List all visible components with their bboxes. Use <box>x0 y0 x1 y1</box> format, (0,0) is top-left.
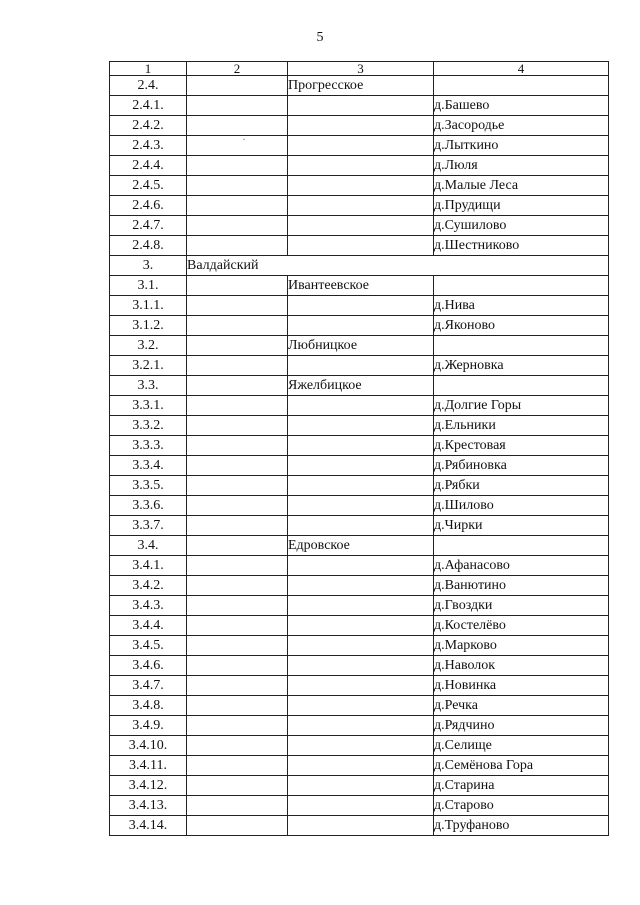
table-row <box>110 556 609 576</box>
village-cell: д.Костелёво <box>434 616 609 636</box>
village-cell: д.Ванютино <box>434 576 609 596</box>
settlement-cell <box>288 696 434 716</box>
settlements-table <box>109 61 609 836</box>
village-cell: д.Селище <box>434 736 609 756</box>
village-cell: д.Сушилово <box>434 216 609 236</box>
row-number: 2.4.4. <box>110 156 187 176</box>
row-number: 2.4.5. <box>110 176 187 196</box>
village-cell: д.Малые Леса <box>434 176 609 196</box>
settlement-cell <box>288 636 434 656</box>
village-cell <box>434 76 609 96</box>
district-cell <box>187 656 288 676</box>
row-number: 3.4.3. <box>110 596 187 616</box>
settlement-cell <box>288 496 434 516</box>
district-cell <box>187 816 288 836</box>
village-cell: д.Башево <box>434 96 609 116</box>
district-cell <box>187 176 288 196</box>
district-cell <box>187 96 288 116</box>
village-cell: д.Рябиновка <box>434 456 609 476</box>
table-row <box>110 156 609 176</box>
village-cell: д.Рябки <box>434 476 609 496</box>
village-cell: д.Наволок <box>434 656 609 676</box>
village-cell: д.Яконово <box>434 316 609 336</box>
district-cell <box>187 716 288 736</box>
settlement-cell <box>288 396 434 416</box>
district-cell <box>187 276 288 296</box>
settlement-cell: Ивантеевское <box>288 276 434 296</box>
settlement-cell <box>288 296 434 316</box>
row-number: 3.4.8. <box>110 696 187 716</box>
row-number: 3.2. <box>110 336 187 356</box>
settlement-cell <box>288 736 434 756</box>
table-row <box>110 536 609 556</box>
settlement-cell <box>288 716 434 736</box>
village-cell: д.Рядчино <box>434 716 609 736</box>
settlement-cell <box>288 456 434 476</box>
village-cell: д.Люля <box>434 156 609 176</box>
column-header-3: 3 <box>288 62 434 76</box>
village-cell: д.Долгие Горы <box>434 396 609 416</box>
district-cell <box>187 156 288 176</box>
village-cell <box>434 376 609 396</box>
row-number: 3.3.7. <box>110 516 187 536</box>
village-cell: д.Семёнова Гора <box>434 756 609 776</box>
row-number: 3.3.2. <box>110 416 187 436</box>
district-cell <box>187 336 288 356</box>
village-cell: д.Афанасово <box>434 556 609 576</box>
table-row <box>110 96 609 116</box>
settlement-cell <box>288 676 434 696</box>
table-row <box>110 436 609 456</box>
settlement-cell <box>288 616 434 636</box>
district-cell <box>187 136 288 156</box>
table-row <box>110 596 609 616</box>
table-row <box>110 636 609 656</box>
table-row <box>110 796 609 816</box>
row-number: 3.2.1. <box>110 356 187 376</box>
village-cell: д.Жерновка <box>434 356 609 376</box>
district-cell <box>187 676 288 696</box>
district-name: Валдайский <box>187 256 609 276</box>
table-row <box>110 656 609 676</box>
district-cell <box>187 436 288 456</box>
settlement-cell <box>288 316 434 336</box>
settlement-cell <box>288 156 434 176</box>
village-cell: д.Гвоздки <box>434 596 609 616</box>
table-row <box>110 676 609 696</box>
settlement-cell <box>288 196 434 216</box>
settlement-cell: Любницкое <box>288 336 434 356</box>
table-row <box>110 196 609 216</box>
row-number: 3.4.14. <box>110 816 187 836</box>
table-row <box>110 396 609 416</box>
row-number: 3.4.10. <box>110 736 187 756</box>
table-row <box>110 416 609 436</box>
settlement-cell <box>288 236 434 256</box>
village-cell: д.Марково <box>434 636 609 656</box>
table-row <box>110 136 609 156</box>
row-number: 3.3.3. <box>110 436 187 456</box>
district-cell <box>187 556 288 576</box>
row-number: 3.3.4. <box>110 456 187 476</box>
district-cell <box>187 476 288 496</box>
table-row <box>110 236 609 256</box>
table-row <box>110 576 609 596</box>
district-cell <box>187 236 288 256</box>
district-cell <box>187 76 288 96</box>
settlement-cell <box>288 776 434 796</box>
settlement-cell <box>288 796 434 816</box>
district-cell <box>187 456 288 476</box>
table-header-row <box>110 62 609 76</box>
district-cell <box>187 196 288 216</box>
district-cell <box>187 376 288 396</box>
district-cell <box>187 416 288 436</box>
row-number: 2.4.2. <box>110 116 187 136</box>
village-cell: д.Старово <box>434 796 609 816</box>
village-cell: д.Новинка <box>434 676 609 696</box>
row-number: 2.4. <box>110 76 187 96</box>
settlement-cell <box>288 556 434 576</box>
district-cell <box>187 296 288 316</box>
settlement-cell <box>288 816 434 836</box>
settlement-cell <box>288 436 434 456</box>
village-cell: д.Засородье <box>434 116 609 136</box>
table-row <box>110 356 609 376</box>
table-row <box>110 276 609 296</box>
district-cell <box>187 596 288 616</box>
district-cell <box>187 496 288 516</box>
district-cell <box>187 756 288 776</box>
row-number: 3.3.6. <box>110 496 187 516</box>
settlement-cell <box>288 756 434 776</box>
village-cell: д.Прудищи <box>434 196 609 216</box>
village-cell: д.Труфаново <box>434 816 609 836</box>
village-cell: д.Старина <box>434 776 609 796</box>
village-cell: д.Шестниково <box>434 236 609 256</box>
village-cell: д.Ельники <box>434 416 609 436</box>
row-number: 3.1.1. <box>110 296 187 316</box>
village-cell: д.Чирки <box>434 516 609 536</box>
row-number: 3.4.7. <box>110 676 187 696</box>
row-number: 3.4. <box>110 536 187 556</box>
table-row <box>110 316 609 336</box>
table-row <box>110 496 609 516</box>
village-cell <box>434 336 609 356</box>
settlement-cell <box>288 136 434 156</box>
table-body <box>110 76 609 836</box>
district-cell <box>187 576 288 596</box>
table-row <box>110 776 609 796</box>
row-number: 2.4.8. <box>110 236 187 256</box>
settlement-cell: Яжелбицкое <box>288 376 434 396</box>
row-number: 2.4.7. <box>110 216 187 236</box>
table-row <box>110 716 609 736</box>
district-cell <box>187 736 288 756</box>
table-row <box>110 616 609 636</box>
table-row <box>110 296 609 316</box>
row-number: 2.4.6. <box>110 196 187 216</box>
settlement-cell <box>288 516 434 536</box>
row-number: 3.4.1. <box>110 556 187 576</box>
district-cell <box>187 316 288 336</box>
row-number: 2.4.3. <box>110 136 187 156</box>
settlement-cell <box>288 656 434 676</box>
row-number: 3. <box>110 256 187 276</box>
table-row <box>110 216 609 236</box>
settlement-cell: Едровское <box>288 536 434 556</box>
district-cell <box>187 396 288 416</box>
village-cell: д.Лыткино <box>434 136 609 156</box>
district-cell <box>187 616 288 636</box>
district-cell <box>187 356 288 376</box>
settlement-cell <box>288 476 434 496</box>
table-row <box>110 516 609 536</box>
column-header-2: 2 <box>187 62 288 76</box>
page-number: 5 <box>316 30 324 45</box>
table-row <box>110 696 609 716</box>
table-row <box>110 756 609 776</box>
village-cell: д.Крестовая <box>434 436 609 456</box>
row-number: 3.4.2. <box>110 576 187 596</box>
table-row <box>110 376 609 396</box>
district-cell <box>187 776 288 796</box>
settlement-cell <box>288 596 434 616</box>
row-number: 3.4.5. <box>110 636 187 656</box>
village-cell: д.Шилово <box>434 496 609 516</box>
district-cell <box>187 796 288 816</box>
row-number: 3.1. <box>110 276 187 296</box>
row-number: 3.4.4. <box>110 616 187 636</box>
row-number: 3.3.5. <box>110 476 187 496</box>
settlement-cell <box>288 576 434 596</box>
settlement-cell <box>288 176 434 196</box>
table-row <box>110 336 609 356</box>
settlement-cell <box>288 216 434 236</box>
district-cell <box>187 116 288 136</box>
village-cell <box>434 276 609 296</box>
row-number: 3.4.9. <box>110 716 187 736</box>
row-number: 3.3. <box>110 376 187 396</box>
settlement-cell <box>288 116 434 136</box>
village-cell: д.Речка <box>434 696 609 716</box>
table-row <box>110 456 609 476</box>
settlement-cell <box>288 96 434 116</box>
table-row <box>110 256 609 276</box>
row-number: 2.4.1. <box>110 96 187 116</box>
column-header-1: 1 <box>110 62 187 76</box>
row-number: 3.4.12. <box>110 776 187 796</box>
column-header-4: 4 <box>434 62 609 76</box>
settlement-cell: Прогресское <box>288 76 434 96</box>
row-number: 3.4.11. <box>110 756 187 776</box>
table-row <box>110 76 609 96</box>
table-row <box>110 736 609 756</box>
village-cell <box>434 536 609 556</box>
district-cell <box>187 216 288 236</box>
row-number: 3.4.6. <box>110 656 187 676</box>
settlement-cell <box>288 416 434 436</box>
district-cell <box>187 536 288 556</box>
row-number: 3.4.13. <box>110 796 187 816</box>
row-number: 3.1.2. <box>110 316 187 336</box>
settlement-cell <box>288 356 434 376</box>
table-row <box>110 816 609 836</box>
district-cell <box>187 696 288 716</box>
table-row <box>110 176 609 196</box>
village-cell: д.Нива <box>434 296 609 316</box>
district-cell <box>187 636 288 656</box>
table-row <box>110 116 609 136</box>
table-row <box>110 476 609 496</box>
district-cell <box>187 516 288 536</box>
row-number: 3.3.1. <box>110 396 187 416</box>
